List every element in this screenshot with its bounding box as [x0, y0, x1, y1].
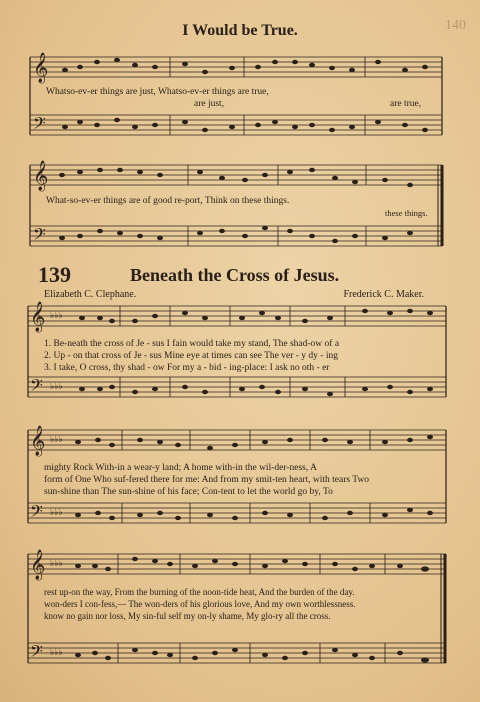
- verse-2-line: won-ders I con-fess,— The won-ders of his glorious love, And my own worthlessness.: [44, 599, 356, 609]
- verse-3-line: 3. I take, O cross, thy shad - ow For my a - bid - ing-place: I ask no oth - er: [44, 363, 330, 373]
- svg-text:𝄢: 𝄢: [30, 501, 43, 525]
- svg-text:𝄞: 𝄞: [33, 53, 49, 83]
- lyric-line: Whatso-ev-er things are just, Whatso-ev-er things are true,: [46, 87, 269, 97]
- svg-text:𝄞: 𝄞: [30, 550, 46, 580]
- svg-text:♭♭♭: ♭♭♭: [50, 507, 63, 517]
- svg-text:𝄢: 𝄢: [30, 375, 43, 399]
- svg-text:𝄢: 𝄢: [33, 224, 46, 248]
- author-credit: Elizabeth C. Clephane.: [44, 289, 137, 300]
- lyric-echo: these things.: [385, 208, 428, 218]
- verse-3-line: know no gain nor loss, My sin-ful self my on-ly shame, My glo-ry all the cross.: [44, 611, 331, 621]
- svg-text:♭♭♭: ♭♭♭: [50, 381, 63, 391]
- lyric-line: What-so-ev-er things are of good re-port, Think on these things.: [46, 196, 290, 206]
- svg-text:♭♭♭: ♭♭♭: [50, 558, 63, 568]
- svg-text:𝄞: 𝄞: [33, 161, 49, 191]
- lyric-echo: are just,: [194, 99, 225, 109]
- lyric-echo: are true,: [390, 99, 422, 109]
- composer-credit: Frederick C. Maker.: [343, 289, 424, 300]
- verse-1-line: 1. Be-neath the cross of Je - sus I fain would take my stand, The shad-ow of a: [44, 339, 340, 349]
- verse-3-line: sun-shine than The sun-shine of his face; Con-tent to let the world go by, To: [44, 487, 333, 497]
- verse-2-line: 2. Up - on that cross of Je - sus Mine eye at times can see The ver - y dy - ing: [44, 351, 338, 361]
- verse-2-line: form of One Who suf-fered there for me: And from my smit-ten heart, with tears Two: [44, 475, 370, 485]
- hymn-number: 139: [38, 262, 71, 287]
- svg-text:♭♭♭: ♭♭♭: [50, 647, 63, 657]
- svg-text:𝄞: 𝄞: [30, 302, 46, 332]
- svg-text:𝄞: 𝄞: [30, 426, 46, 456]
- svg-text:♭♭♭: ♭♭♭: [50, 310, 63, 320]
- svg-text:𝄢: 𝄢: [33, 113, 46, 137]
- svg-text:♭♭♭: ♭♭♭: [50, 434, 63, 444]
- svg-text:𝄢: 𝄢: [30, 641, 43, 665]
- hymn-title: I Would be True.: [182, 22, 298, 39]
- hymn-title: Beneath the Cross of Jesus.: [130, 265, 340, 285]
- verse-1-line: mighty Rock With-in a wear-y land; A home with-in the wil-der-ness, A: [44, 463, 317, 473]
- page-number: 140: [445, 18, 466, 33]
- verse-1-line: rest up-on the way, From the burning of the noon-tide heat, And the burden of the day.: [44, 587, 355, 597]
